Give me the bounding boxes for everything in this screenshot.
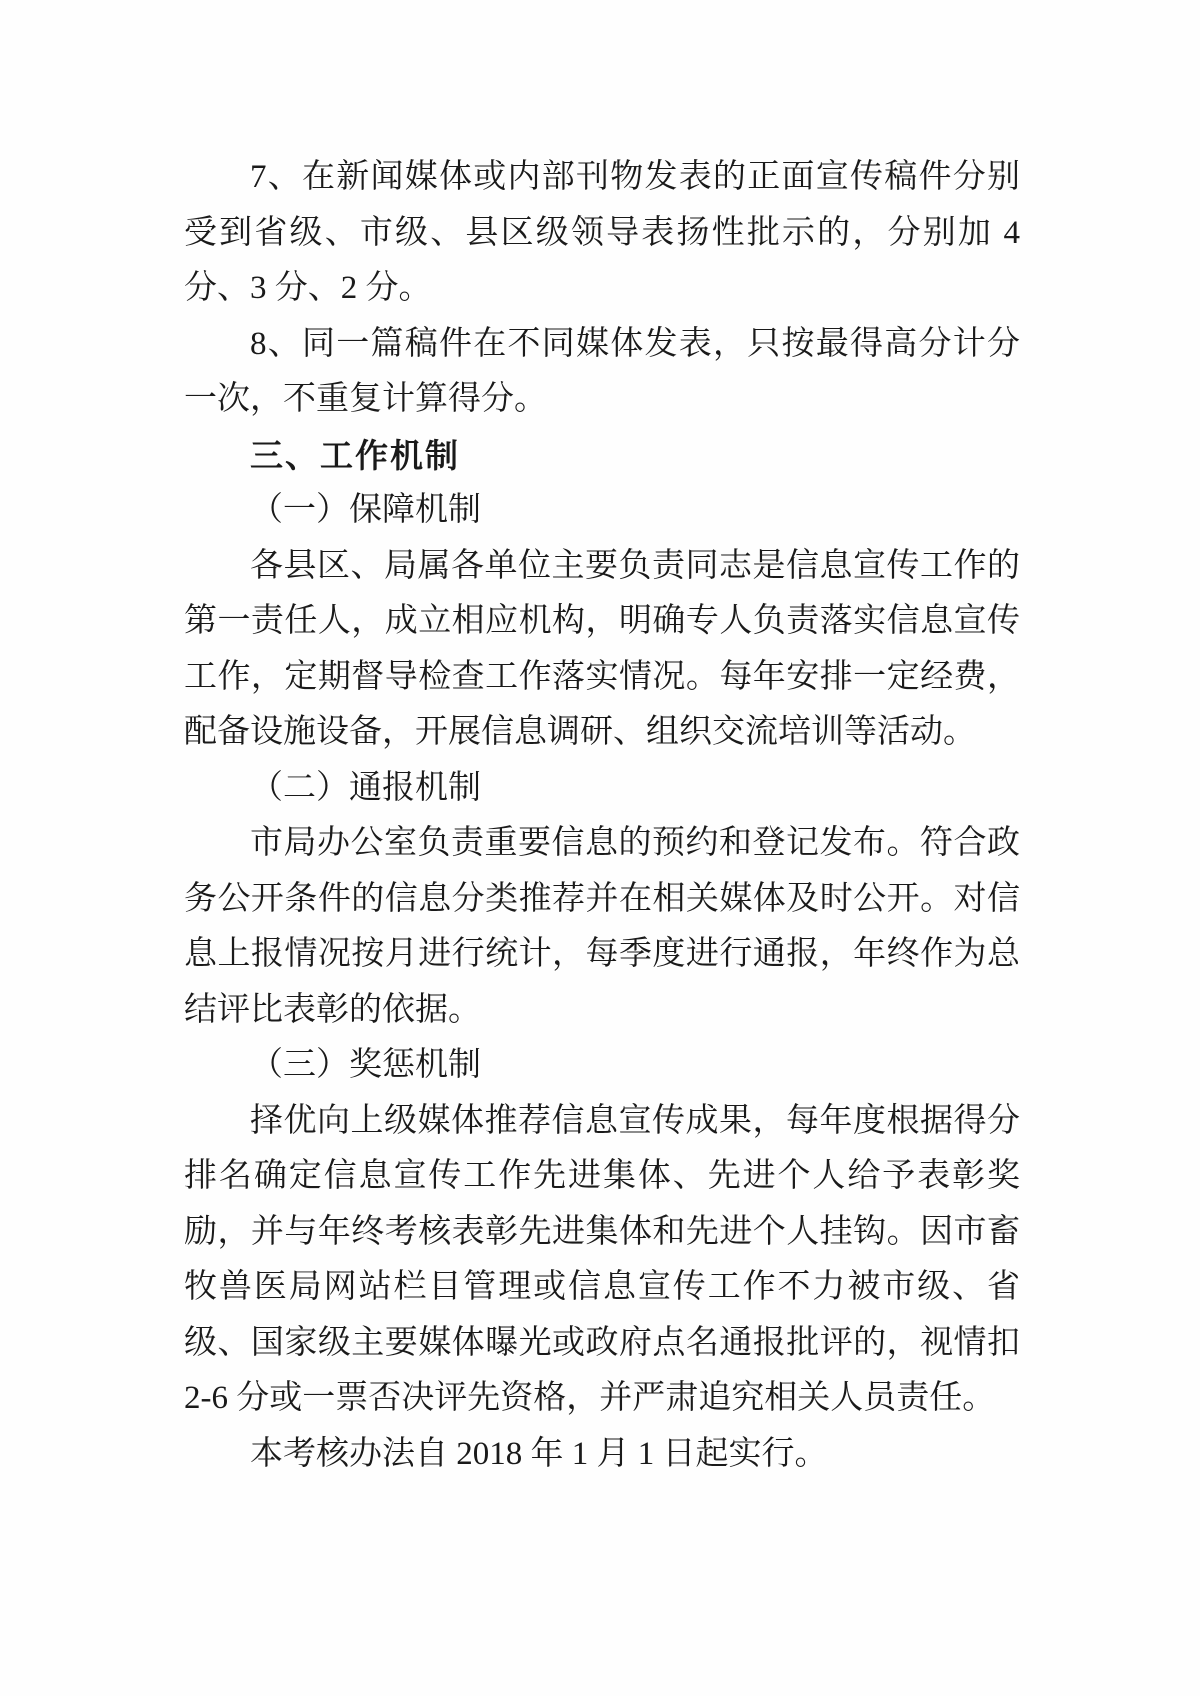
document-content — [184, 150, 1020, 1482]
section-heading-work-mechanism: 三、工作机制 — [250, 436, 460, 474]
paragraph-effective-date: 本考核办法自 2018 年 1 月 1 日起实行。 — [250, 1435, 828, 1472]
paragraph-reward-punishment-mechanism: 择优向上级媒体推荐信息宣传成果，每年度根据得分排名确定信息宣传工作先进集体、先进个人给予表彰奖励，并与年终考核表彰先进集体和先进个人挂钩。因市畜牧兽医局网站栏目管理或信息宣传工作不力被市级、省级、国家级主要媒体曝光或政府点名通报批评的，视情扣 2-6 分或一票否决评先资格，并严肃追究相关人员责任。 — [184, 1102, 1020, 1416]
paragraph-notification-mechanism: 市局办公室负责重要信息的预约和登记发布。符合政务公开条件的信息分类推荐并在相关媒体及时公开。对信息上报情况按月进行统计，每季度进行通报，年终作为总结评比表彰的依据。 — [184, 825, 1020, 1028]
paragraph-rule-7: 7、在新闻媒体或内部刊物发表的正面宣传稿件分别受到省级、市级、县区级领导表扬性批示的，分别加 4 分、3 分、2 分。 — [184, 159, 1020, 306]
subheading-reward-punishment-mechanism: （三）奖惩机制 — [250, 1047, 481, 1083]
subheading-guarantee-mechanism: （一）保障机制 — [250, 492, 481, 528]
paragraph-guarantee-mechanism: 各县区、局属各单位主要负责同志是信息宣传工作的第一责任人，成立相应机构，明确专人负责落实信息宣传工作，定期督导检查工作落实情况。每年安排一定经费，配备设施设备，开展信息调研、组织交流培训等活动。 — [184, 547, 1020, 750]
paragraph-rule-8: 8、同一篇稿件在不同媒体发表，只按最得高分计分一次，不重复计算得分。 — [184, 325, 1020, 417]
subheading-notification-mechanism: （二）通报机制 — [250, 769, 481, 806]
